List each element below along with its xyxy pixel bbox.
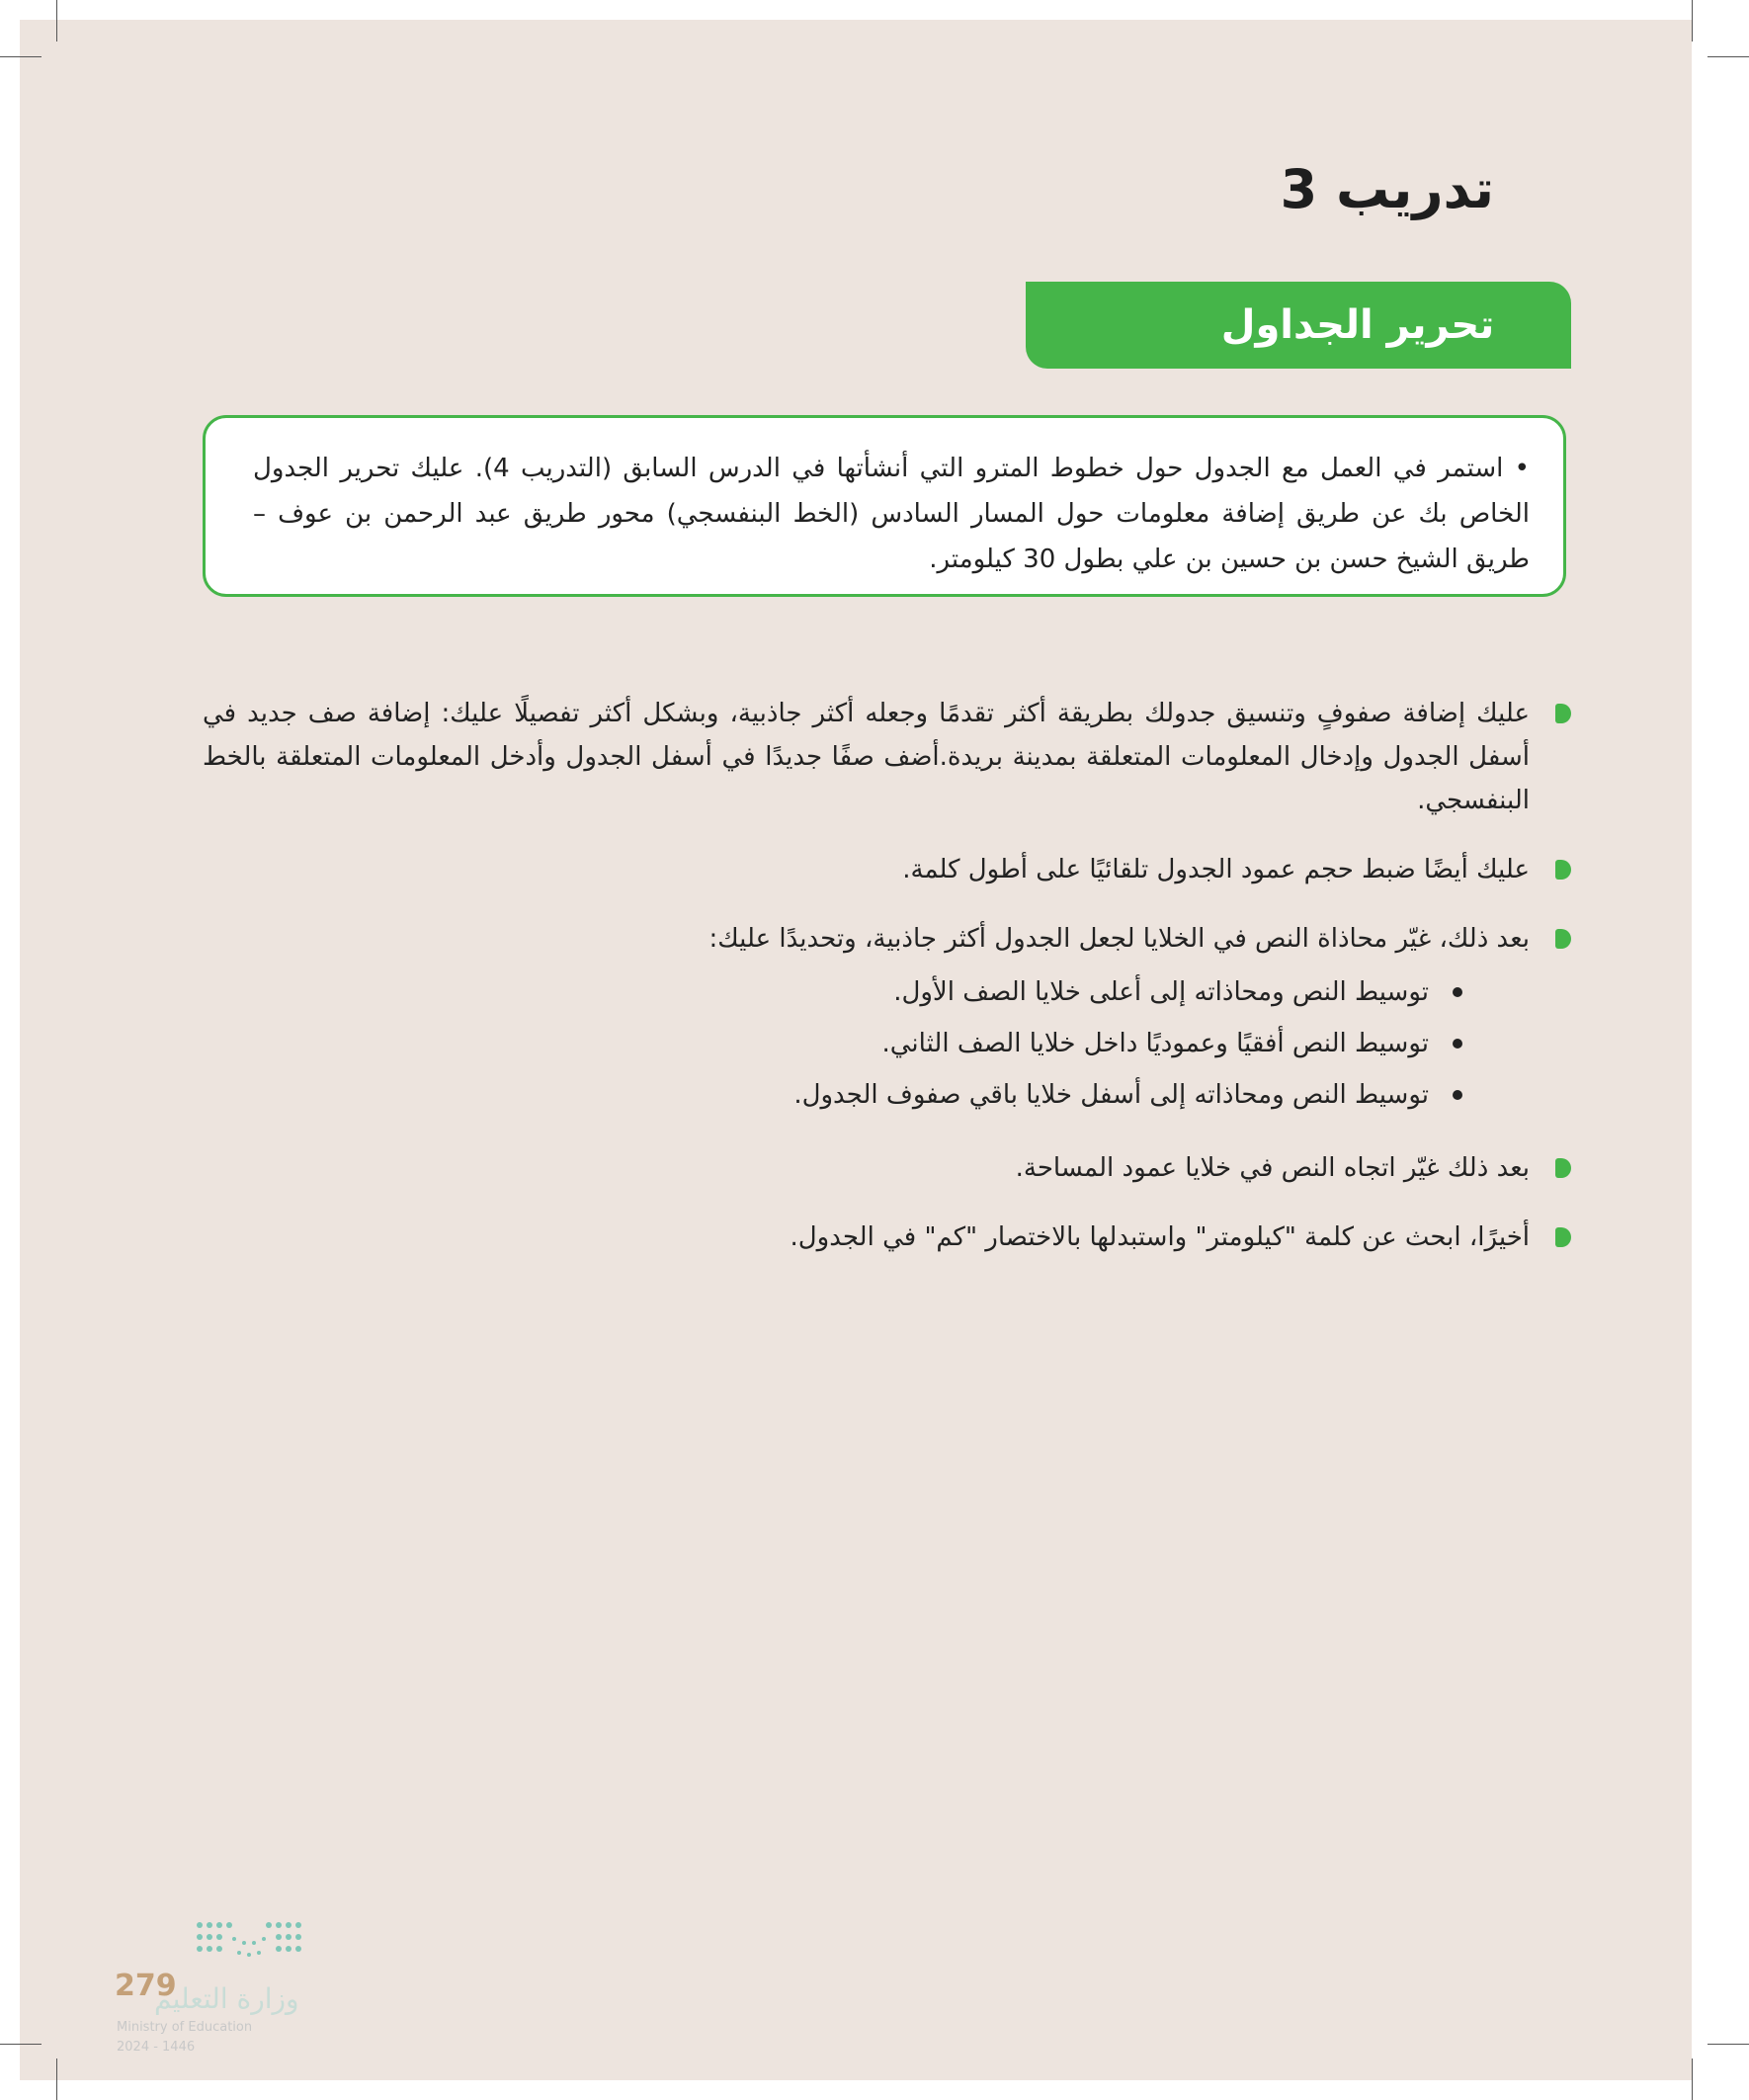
footer xyxy=(115,1915,352,2063)
crop-mark xyxy=(1707,2044,1749,2045)
bullet-dot-icon xyxy=(1453,1090,1462,1100)
green-bullet-icon xyxy=(1555,1227,1571,1247)
bullet-dot-icon xyxy=(1453,1039,1462,1049)
subtask-text: توسيط النص ومحاذاته إلى أسفل خلايا باقي صفوف الجدول. xyxy=(793,1080,1429,1110)
edition-year: 2024 - 1446 xyxy=(117,2040,196,2055)
subtask-text: توسيط النص أفقيًا وعموديًا داخل خلايا الصف الثاني. xyxy=(881,1029,1429,1058)
subtask-item xyxy=(203,966,1468,1018)
subtask-text: توسيط النص ومحاذاته إلى أعلى خلايا الصف الأول. xyxy=(893,977,1429,1007)
ministry-logo-dots-icon xyxy=(190,1917,308,1967)
crop-mark xyxy=(56,0,57,42)
task-text: عليك إضافة صفوفٍ وتنسيق جدولك بطريقة أكثر تقدمًا وجعله أكثر جاذبية، وبشكل أكثر تفصيلًا عليك: إضافة صف جديد في أسفل الجدول وإدخال المعلومات المتعلقة بمدينة بريدة.أضف صفًا جديدًا في أسفل الجدول وأدخل المعلومات المتعلقة بالخط البنفسجي. xyxy=(203,699,1530,815)
green-bullet-icon xyxy=(1555,1158,1571,1178)
task-item xyxy=(203,917,1571,1121)
task-list xyxy=(203,692,1571,1285)
crop-mark xyxy=(1692,0,1693,42)
bullet-dot-icon xyxy=(1453,987,1462,997)
crop-mark xyxy=(1692,2058,1693,2100)
crop-mark xyxy=(0,56,42,57)
crop-mark xyxy=(56,2058,57,2100)
green-bullet-icon xyxy=(1555,860,1571,880)
crop-mark xyxy=(1707,56,1749,57)
page-number: 279 xyxy=(115,1969,177,2003)
page xyxy=(20,20,1692,2080)
ministry-name-ar: وزارة التعليم xyxy=(154,1982,299,2015)
task-item xyxy=(203,1216,1571,1259)
intro-text: • استمر في العمل مع الجدول حول خطوط المترو التي أنشأتها في الدرس السابق (التدريب 4). عليك تحرير الجدول الخاص بك عن طريق إضافة معلومات حول المسار السادس (الخط البنفسجي) محور طريق عبد الرحمن بن عوف – طريق الشيخ حسن بن حسين بن علي بطول 30 كيلومتر. xyxy=(253,454,1530,574)
subtask-item xyxy=(203,1018,1468,1069)
task-text: بعد ذلك، غيّر محاذاة النص في الخلايا لجعل الجدول أكثر جاذبية، وتحديدًا عليك: xyxy=(708,924,1530,954)
task-item xyxy=(203,848,1571,891)
exercise-title: تدريب 3 xyxy=(1280,158,1494,220)
section-banner xyxy=(1026,282,1571,369)
task-item xyxy=(203,1146,1571,1190)
intro-box xyxy=(203,415,1566,597)
section-banner-label: تحرير الجداول xyxy=(1220,302,1495,348)
ministry-name-en: Ministry of Education xyxy=(117,2020,253,2035)
crop-mark xyxy=(0,2044,42,2045)
green-bullet-icon xyxy=(1555,704,1571,723)
subtask-item xyxy=(203,1069,1468,1121)
task-text: عليك أيضًا ضبط حجم عمود الجدول تلقائيًا على أطول كلمة. xyxy=(902,855,1530,884)
green-bullet-icon xyxy=(1555,929,1571,949)
task-item xyxy=(203,692,1571,822)
intro-text-body: استمر في العمل مع الجدول حول خطوط المترو التي أنشأتها في الدرس السابق (التدريب 4). عليك تحرير الجدول الخاص بك عن طريق إضافة معلومات حول المسار السادس (الخط البنفسجي) محور طريق عبد الرحمن بن عوف – طريق الشيخ حسن بن حسين بن علي بطول 30 كيلومتر. xyxy=(253,454,1530,574)
subtask-list xyxy=(203,966,1530,1121)
task-text: أخيرًا، ابحث عن كلمة "كيلومتر" واستبدلها بالاختصار "كم" في الجدول. xyxy=(790,1222,1530,1252)
task-text: بعد ذلك غيّر اتجاه النص في خلايا عمود المساحة. xyxy=(1015,1153,1530,1183)
